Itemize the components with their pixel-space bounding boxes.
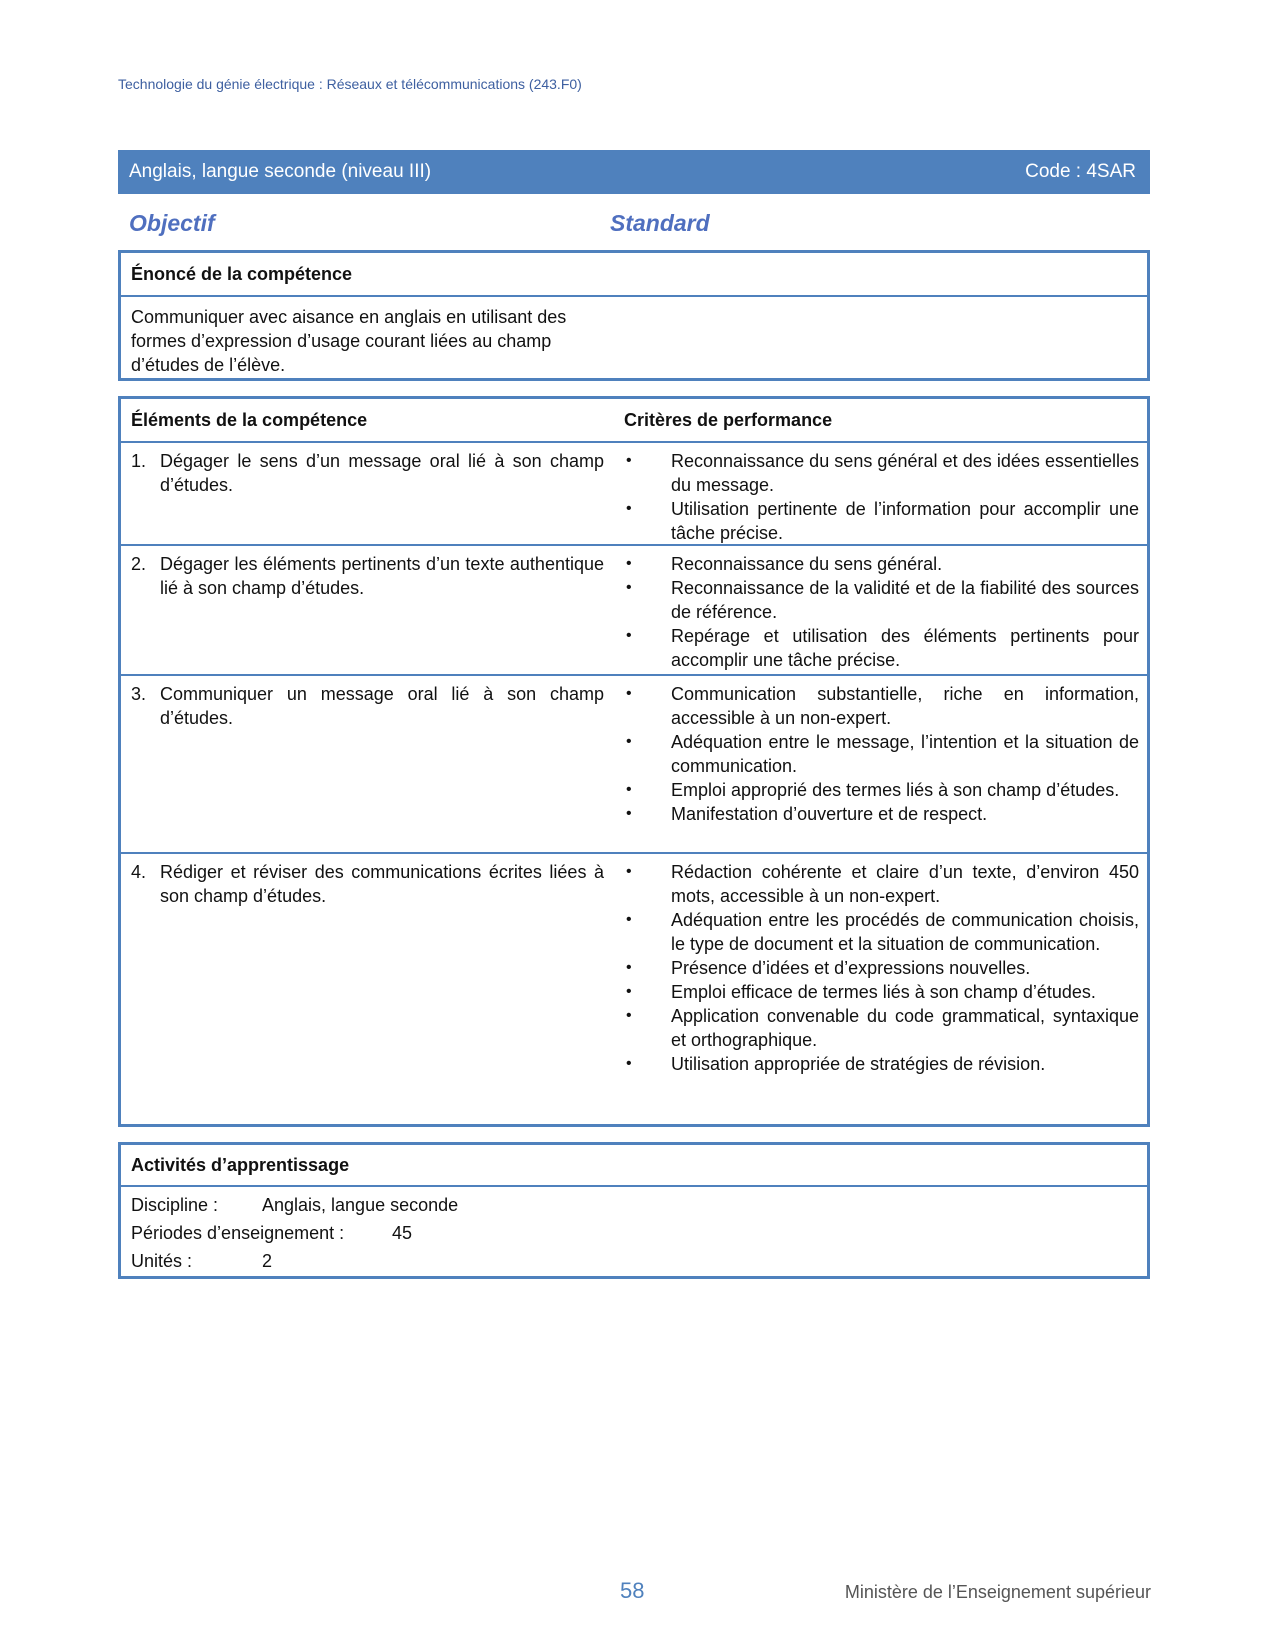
competence-element	[121, 546, 624, 674]
criterion-item	[624, 980, 1139, 1004]
criterion-item	[624, 497, 1139, 545]
criterion-item	[624, 1052, 1139, 1076]
bullet-icon: •	[626, 983, 632, 1000]
element-text: Dégager le sens d’un message oral lié à son champ d’études.	[160, 451, 604, 495]
section-headings	[129, 208, 1129, 240]
criterion-item	[624, 552, 1139, 576]
criterion-item	[624, 956, 1139, 980]
competence-row	[121, 676, 1147, 854]
bullet-icon: •	[626, 805, 632, 822]
bullet-icon: •	[626, 555, 632, 572]
bullet-icon: •	[626, 1055, 632, 1072]
competence-element	[121, 443, 624, 544]
bullet-icon: •	[626, 781, 632, 798]
bullet-icon: •	[626, 579, 632, 596]
competence-table-header	[121, 399, 1147, 443]
periods-row	[131, 1219, 1137, 1247]
footer-organization: Ministère de l’Enseignement supérieur	[844, 1582, 1151, 1602]
element-text: Communiquer un message oral lié à son champ d’études.	[160, 684, 604, 728]
criterion-text: Reconnaissance du sens général et des idées essentielles du message.	[671, 451, 1139, 495]
elements-header: Éléments de la compétence	[131, 409, 368, 430]
discipline-value: Anglais, langue seconde	[262, 1195, 459, 1215]
bullet-icon: •	[626, 959, 632, 976]
bullet-icon: •	[626, 733, 632, 750]
criterion-text: Reconnaissance de la validité et de la fiabilité des sources de référence.	[671, 578, 1139, 622]
page-header: Technologie du génie électrique : Réseaux et télécommunications (243.F0)	[118, 76, 582, 92]
element-number: 1.	[131, 451, 147, 471]
competence-element	[121, 854, 624, 1126]
periods-value: 45	[392, 1223, 413, 1243]
objective-heading: Objectif	[129, 210, 215, 236]
element-text: Rédiger et réviser des communications écrites liées à son champ d’études.	[160, 862, 604, 906]
criterion-item	[624, 778, 1139, 802]
criterion-text: Application convenable du code grammatical, syntaxique et orthographique.	[671, 1006, 1139, 1050]
competence-table	[118, 396, 1150, 1127]
page-number: 58	[620, 1578, 645, 1603]
bullet-icon: •	[626, 1007, 632, 1024]
criterion-item	[624, 908, 1139, 956]
criteria-list	[624, 443, 1147, 544]
competence-row	[121, 546, 1147, 676]
criteria-header: Critères de performance	[624, 409, 833, 430]
criterion-text: Adéquation entre les procédés de communication choisis, le type de document et la situation de communication.	[671, 910, 1139, 954]
bullet-icon: •	[626, 911, 632, 928]
criterion-item	[624, 802, 1139, 826]
bullet-icon: •	[626, 452, 632, 469]
element-text: Dégager les éléments pertinents d’un texte authentique lié à son champ d’études.	[160, 554, 604, 598]
criterion-item	[624, 1004, 1139, 1052]
competence-row	[121, 443, 1147, 546]
periods-label: Périodes d’enseignement :	[131, 1223, 345, 1243]
criterion-item	[624, 624, 1139, 672]
criterion-item	[624, 730, 1139, 778]
bullet-icon: •	[626, 627, 632, 644]
activities-box	[118, 1142, 1150, 1279]
criterion-text: Manifestation d’ouverture et de respect.	[671, 804, 988, 824]
element-number: 4.	[131, 862, 147, 882]
criterion-item	[624, 576, 1139, 624]
criteria-list	[624, 676, 1147, 852]
statement-box	[118, 250, 1150, 381]
criterion-text: Présence d’idées et d’expressions nouvelles.	[671, 958, 1031, 978]
criterion-text: Emploi efficace de termes liés à son champ d’études.	[671, 982, 1096, 1002]
competence-rows	[121, 443, 1147, 1126]
units-value: 2	[262, 1251, 273, 1271]
criteria-list	[624, 854, 1147, 1126]
criterion-text: Rédaction cohérente et claire d’un texte, d’environ 450 mots, accessible à un non-expert.	[671, 862, 1139, 906]
criterion-item	[624, 860, 1139, 908]
bullet-icon: •	[626, 500, 632, 517]
criterion-text: Utilisation appropriée de stratégies de révision.	[671, 1054, 1046, 1074]
criterion-item	[624, 682, 1139, 730]
element-number: 2.	[131, 554, 147, 574]
criteria-list	[624, 546, 1147, 674]
units-row	[131, 1247, 1137, 1275]
discipline-row	[131, 1191, 1137, 1219]
criterion-text: Repérage et utilisation des éléments pertinents pour accomplir une tâche précise.	[671, 626, 1139, 670]
activities-title: Activités d’apprentissage	[121, 1145, 1147, 1187]
criterion-text: Adéquation entre le message, l’intention et la situation de communication.	[671, 732, 1139, 776]
bullet-icon: •	[626, 863, 632, 880]
bullet-icon: •	[626, 685, 632, 702]
criterion-text: Communication substantielle, riche en information, accessible à un non-expert.	[671, 684, 1139, 728]
course-banner	[118, 150, 1150, 194]
activities-body	[121, 1187, 1147, 1275]
discipline-label: Discipline :	[131, 1195, 219, 1215]
course-code: Code : 4SAR	[1025, 161, 1136, 182]
criterion-item	[624, 449, 1139, 497]
criterion-text: Emploi approprié des termes liés à son champ d’études.	[671, 780, 1120, 800]
criterion-text: Reconnaissance du sens général.	[671, 554, 943, 574]
criterion-text: Utilisation pertinente de l’information pour accomplir une tâche précise.	[671, 499, 1139, 543]
statement-title: Énoncé de la compétence	[121, 253, 1147, 297]
units-label: Unités :	[131, 1251, 193, 1271]
competence-row	[121, 854, 1147, 1126]
standard-heading: Standard	[610, 210, 710, 236]
course-title: Anglais, langue seconde (niveau III)	[129, 161, 432, 182]
element-number: 3.	[131, 684, 147, 704]
competence-element	[121, 676, 624, 852]
statement-text: Communiquer avec aisance en anglais en utilisant des formes d’expression d’usage courant liées au champ d’études de l’élève.	[131, 307, 567, 375]
